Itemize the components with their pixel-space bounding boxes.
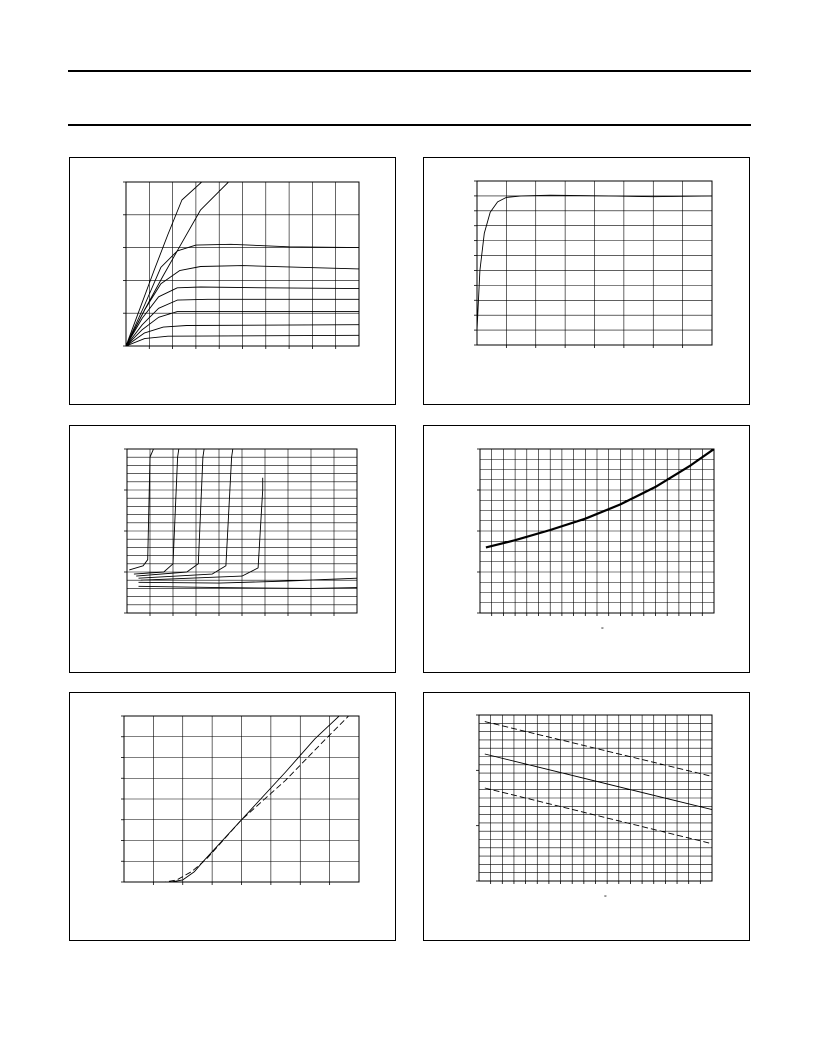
chart-svg: [70, 426, 395, 672]
grid: [474, 181, 712, 348]
header-rule-top: [68, 70, 751, 72]
header-rule-bottom: [68, 124, 751, 126]
chart-panel-a: [69, 157, 396, 405]
chart-svg: [424, 426, 749, 672]
series-line-1: [485, 722, 712, 777]
series-line-2: [126, 182, 229, 346]
chart-svg: [424, 158, 749, 404]
chart-svg: [70, 693, 395, 940]
series-line-1: [124, 714, 341, 882]
series-line-2: [485, 754, 712, 810]
degree-mark: °: [601, 627, 604, 634]
grid: [124, 449, 357, 616]
degree-mark: °: [604, 895, 607, 902]
series-line-3: [136, 449, 204, 576]
chart-svg: [70, 158, 395, 404]
chart-svg: [424, 693, 749, 940]
chart-panel-d: [423, 425, 750, 673]
chart-panel-c: [69, 425, 396, 673]
chart-panel-f: [423, 692, 750, 941]
series-line-1: [486, 449, 714, 547]
series-line-3: [485, 788, 712, 844]
chart-panel-b: [423, 157, 750, 405]
series-line-4: [139, 449, 233, 578]
grid: [476, 715, 712, 884]
series-line-7: [139, 586, 358, 588]
chart-panel-e: [69, 692, 396, 941]
